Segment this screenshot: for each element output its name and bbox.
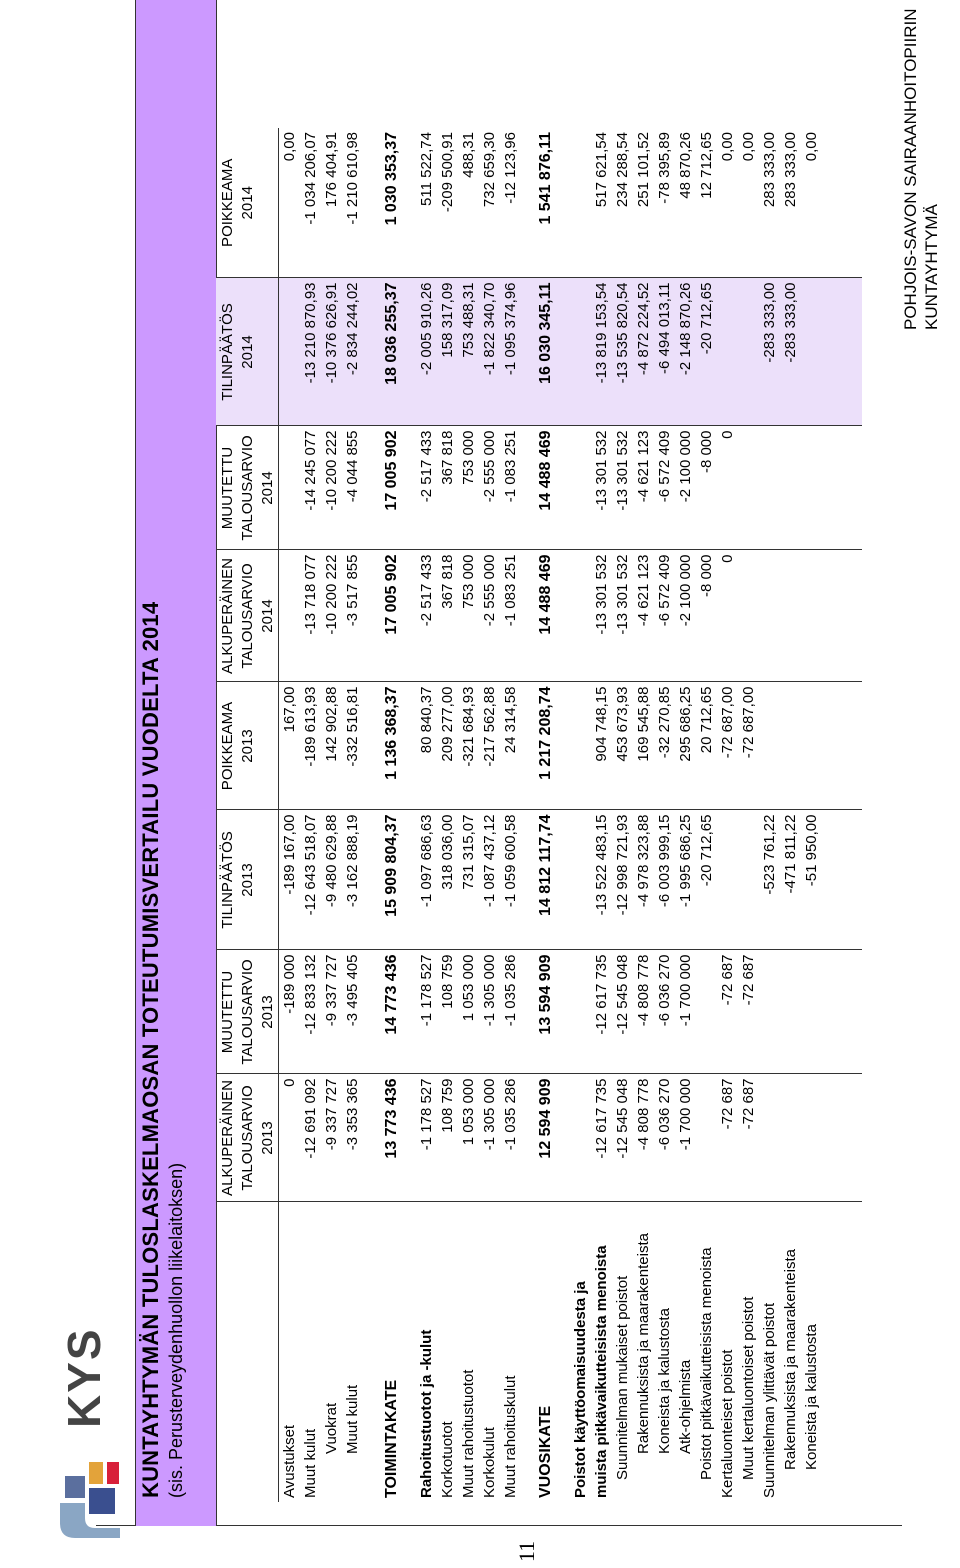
value-cell: 753 000 [458, 426, 479, 550]
value-cell [801, 278, 822, 426]
value-cell [738, 810, 759, 950]
value-cell [696, 950, 717, 1074]
value-cell: -12 617 735 [591, 950, 612, 1074]
column-header: ALKUPERÄINEN TALOUSARVIO 2014 [216, 550, 279, 682]
value-cell: 0,00 [738, 128, 759, 278]
value-cell: 209 277,00 [437, 682, 458, 810]
value-cell: -8 000 [696, 426, 717, 550]
value-cell: -12 545 048 [612, 1074, 633, 1202]
column-header: POIKKEAMA 2013 [216, 682, 279, 810]
table-row [321, 128, 342, 1502]
value-cell: -13 301 532 [612, 550, 633, 682]
value-cell: -2 517 433 [416, 550, 437, 682]
value-cell: 0 [279, 1074, 301, 1202]
value-cell: -4 808 778 [633, 1074, 654, 1202]
organization-name [900, 9, 942, 330]
value-cell: -12 123,96 [500, 128, 521, 278]
table-row [780, 128, 801, 1502]
value-cell: -189 167,00 [279, 810, 301, 950]
value-cell: -20 712,65 [696, 810, 717, 950]
row-label: Muut rahoituskulut [502, 1375, 519, 1498]
value-cell: 176 404,91 [321, 128, 342, 278]
value-cell: 511 522,74 [416, 128, 437, 278]
logo-text: KYS [58, 1327, 110, 1428]
row-label: Suunnitelman ylittävät poistot [761, 1302, 778, 1498]
value-cell [738, 278, 759, 426]
header-row [216, 128, 279, 1502]
filler-row [822, 128, 862, 1502]
value-cell: 753 000 [458, 550, 479, 682]
column-header: ALKUPERÄINEN TALOUSARVIO 2013 [216, 1074, 279, 1202]
value-cell: 0,00 [279, 128, 301, 278]
value-cell: -332 516,81 [342, 682, 363, 810]
value-cell: 753 488,31 [458, 278, 479, 426]
value-cell: -1 087 437,12 [479, 810, 500, 950]
value-cell: -2 005 910,26 [416, 278, 437, 426]
value-cell: -2 100 000 [675, 426, 696, 550]
value-cell: 488,31 [458, 128, 479, 278]
spacer-row [402, 128, 416, 1502]
row-label: Avustukset [281, 1424, 298, 1498]
value-cell: -10 376 626,91 [321, 278, 342, 426]
table-row [279, 128, 301, 1502]
table-row [696, 128, 717, 1502]
value-cell: 17 005 902 [381, 426, 402, 550]
value-cell: -3 517 855 [342, 550, 363, 682]
row-label: Muut kertaluontoiset poistot [740, 1296, 757, 1480]
value-cell: -1 995 686,25 [675, 810, 696, 950]
value-cell [759, 550, 780, 682]
value-cell: 318 036,00 [437, 810, 458, 950]
value-cell: -51 950,00 [801, 810, 822, 950]
value-cell [780, 426, 801, 550]
value-cell [570, 950, 591, 1074]
value-cell [570, 426, 591, 550]
value-cell: -2 148 870,26 [675, 278, 696, 426]
table-row [633, 128, 654, 1502]
row-label: Muut kulut [302, 1428, 319, 1498]
value-cell: -1 305 000 [479, 1074, 500, 1202]
value-cell: 1 053 000 [458, 950, 479, 1074]
value-cell: -72 687 [717, 950, 738, 1074]
value-cell: -1 305 000 [479, 950, 500, 1074]
value-cell: -4 621 123 [633, 550, 654, 682]
table-row [437, 128, 458, 1502]
value-cell: 167,00 [279, 682, 301, 810]
value-cell: 731 315,07 [458, 810, 479, 950]
value-cell: -1 035 286 [500, 1074, 521, 1202]
value-cell: -1 095 374,96 [500, 278, 521, 426]
value-cell: -13 301 532 [591, 426, 612, 550]
value-cell [801, 426, 822, 550]
value-cell: -20 712,65 [696, 278, 717, 426]
value-cell: -2 555 000 [479, 426, 500, 550]
value-cell: 12 594 909 [535, 1074, 556, 1202]
value-cell: -72 687,00 [717, 682, 738, 810]
table-row [717, 128, 738, 1502]
spacer-row [556, 128, 570, 1502]
value-cell: 1 030 353,37 [381, 128, 402, 278]
row-label: Koneista ja kalustosta [803, 1324, 820, 1470]
value-cell: -72 687,00 [738, 682, 759, 810]
value-cell: 0 [717, 426, 738, 550]
value-cell: -72 687 [738, 950, 759, 1074]
value-cell: -13 819 153,54 [591, 278, 612, 426]
value-cell: -12 998 721,93 [612, 810, 633, 950]
value-cell: 20 712,65 [696, 682, 717, 810]
value-cell [279, 278, 301, 426]
value-cell: -2 834 244,02 [342, 278, 363, 426]
value-cell [780, 682, 801, 810]
value-cell: -1 178 527 [416, 950, 437, 1074]
value-cell: 0,00 [801, 128, 822, 278]
value-cell: 80 840,37 [416, 682, 437, 810]
value-cell: -523 761,22 [759, 810, 780, 950]
row-label: Koneista ja kalustosta [656, 1308, 673, 1454]
value-cell: -6 572 409 [654, 426, 675, 550]
value-cell: -283 333,00 [759, 278, 780, 426]
value-cell [738, 426, 759, 550]
value-cell [801, 1074, 822, 1202]
value-cell: -9 337 727 [321, 950, 342, 1074]
value-cell: 14 488 469 [535, 550, 556, 682]
value-cell: -6 494 013,11 [654, 278, 675, 426]
row-label: Poistot pitkävaikutteisista menoista [698, 1247, 715, 1480]
value-cell [570, 810, 591, 950]
value-cell: 14 812 117,74 [535, 810, 556, 950]
value-cell: 14 488 469 [535, 426, 556, 550]
value-cell [801, 682, 822, 810]
value-cell: 158 317,09 [437, 278, 458, 426]
value-cell: -13 522 483,15 [591, 810, 612, 950]
value-cell [696, 1074, 717, 1202]
value-cell: -1 083 251 [500, 550, 521, 682]
table-row [342, 128, 363, 1502]
row-label: Muut rahoitustuotot [460, 1369, 477, 1498]
value-cell: -1 097 686,63 [416, 810, 437, 950]
value-cell: 367 818 [437, 426, 458, 550]
organization-line-1: POHJOIS-SAVON SAIRAANHOITOPIIRIN [901, 8, 920, 330]
table-row [591, 128, 612, 1502]
value-cell: -13 301 532 [612, 426, 633, 550]
value-cell: -189 000 [279, 950, 301, 1074]
value-cell: -8 000 [696, 550, 717, 682]
value-cell [279, 426, 301, 550]
row-label: Atk-ohjelmista [677, 1359, 694, 1454]
value-cell: 295 686,25 [675, 682, 696, 810]
table-row [675, 128, 696, 1502]
value-cell: 517 621,54 [591, 128, 612, 278]
organization-line-2: KUNTAYHTYMÄ [922, 204, 941, 330]
value-cell: 0 [717, 550, 738, 682]
value-cell: 14 773 436 [381, 950, 402, 1074]
value-cell [738, 550, 759, 682]
row-label: TOIMINTAKATE [383, 1379, 400, 1498]
column-header: TILINPÄÄTÖS 2013 [216, 810, 279, 950]
value-cell: -13 301 532 [591, 550, 612, 682]
value-cell: -209 500,91 [437, 128, 458, 278]
value-cell [759, 426, 780, 550]
row-label: Korkokulut [481, 1427, 498, 1498]
value-cell: -13 535 820,54 [612, 278, 633, 426]
value-cell: -9 480 629,88 [321, 810, 342, 950]
page-subtitle: (sis. Perusterveydenhuollon liikelaitoksen) [166, 1162, 186, 1498]
value-cell: -32 270,85 [654, 682, 675, 810]
page-title: KUNTAYHTYMÄN TULOSLASKELMAOSAN TOTEUTUMISVERTAILU VUODELTA 2014 [138, 601, 163, 1498]
value-cell: 1 136 368,37 [381, 682, 402, 810]
table-row [570, 128, 591, 1502]
table-row [612, 128, 633, 1502]
value-cell: -189 613,93 [300, 682, 321, 810]
row-label: Suunnitelman mukaiset poistot [614, 1275, 631, 1480]
value-cell: 24 314,58 [500, 682, 521, 810]
row-label: Korkotuotot [439, 1421, 456, 1498]
table-row [759, 128, 780, 1502]
row-label: Vuokrat [323, 1402, 340, 1454]
value-cell [780, 950, 801, 1074]
label-column-header [216, 1202, 279, 1502]
value-cell: -1 178 527 [416, 1074, 437, 1202]
value-cell: -1 700 000 [675, 1074, 696, 1202]
row-label: Rahoitustuotot ja -kulut [418, 1329, 435, 1498]
value-cell [801, 550, 822, 682]
value-cell: 0,00 [717, 128, 738, 278]
column-header: MUUTETTU TALOUSARVIO 2014 [216, 426, 279, 550]
value-cell: 453 673,93 [612, 682, 633, 810]
value-cell: 15 909 804,37 [381, 810, 402, 950]
table-row [458, 128, 479, 1502]
row-label: Rakennuksista ja maarakenteista [782, 1249, 799, 1470]
value-cell: 367 818 [437, 550, 458, 682]
value-cell [780, 1074, 801, 1202]
page-number: 11 [514, 1540, 539, 1562]
value-cell: -2 555 000 [479, 550, 500, 682]
value-cell: -4 621 123 [633, 426, 654, 550]
value-cell: -2 100 000 [675, 550, 696, 682]
row-label: muista pitkävaikutteisista menoista [593, 1245, 610, 1498]
value-cell: -3 495 405 [342, 950, 363, 1074]
value-cell: -13 210 870,93 [300, 278, 321, 426]
value-cell: -10 200 222 [321, 426, 342, 550]
table-row [500, 128, 521, 1502]
value-cell [570, 128, 591, 278]
value-cell: -6 572 409 [654, 550, 675, 682]
value-cell: -4 808 778 [633, 950, 654, 1074]
row-label: VUOSIKATE [537, 1405, 554, 1498]
row-label: Kertaluonteiset poistot [719, 1349, 736, 1498]
value-cell: 12 712,65 [696, 128, 717, 278]
value-cell: -6 036 270 [654, 1074, 675, 1202]
value-cell: -4 978 323,88 [633, 810, 654, 950]
row-label: Poistot käyttöomaisuudesta ja [572, 1281, 589, 1498]
value-cell [759, 1074, 780, 1202]
spacer-row [521, 128, 535, 1502]
value-cell: 142 902,88 [321, 682, 342, 810]
value-cell: -217 562,88 [479, 682, 500, 810]
table-row [381, 128, 402, 1502]
value-cell: -10 200 222 [321, 550, 342, 682]
value-cell: -4 872 224,52 [633, 278, 654, 426]
value-cell: -6 003 999,15 [654, 810, 675, 950]
value-cell: -1 035 286 [500, 950, 521, 1074]
value-cell: 732 659,30 [479, 128, 500, 278]
row-label: Rakennuksista ja maarakenteista [635, 1233, 652, 1454]
value-cell: 16 030 345,11 [535, 278, 556, 426]
value-cell [717, 278, 738, 426]
table-row [801, 128, 822, 1502]
column-header: POIKKEAMA 2014 [216, 128, 279, 278]
column-header: MUUTETTU TALOUSARVIO 2013 [216, 950, 279, 1074]
value-cell: 283 333,00 [759, 128, 780, 278]
value-cell: -1 034 206,07 [300, 128, 321, 278]
value-cell: -13 718 077 [300, 550, 321, 682]
table-row [535, 128, 556, 1502]
table-row [300, 128, 321, 1502]
value-cell: -12 691 092 [300, 1074, 321, 1202]
value-cell [717, 810, 738, 950]
value-cell: 234 288,54 [612, 128, 633, 278]
value-cell [570, 550, 591, 682]
table-row [654, 128, 675, 1502]
value-cell: -14 245 077 [300, 426, 321, 550]
value-cell: -12 545 048 [612, 950, 633, 1074]
value-cell: -72 687 [717, 1074, 738, 1202]
value-cell: -3 162 888,19 [342, 810, 363, 950]
value-cell: -4 044 855 [342, 426, 363, 550]
value-cell: -1 822 340,70 [479, 278, 500, 426]
value-cell [570, 278, 591, 426]
value-cell: 17 005 902 [381, 550, 402, 682]
value-cell: -1 700 000 [675, 950, 696, 1074]
value-cell: 18 036 255,37 [381, 278, 402, 426]
value-cell: -1 083 251 [500, 426, 521, 550]
income-statement-table [216, 128, 862, 1502]
value-cell [279, 550, 301, 682]
value-cell [759, 950, 780, 1074]
value-cell: -321 684,93 [458, 682, 479, 810]
value-cell: 1 053 000 [458, 1074, 479, 1202]
value-cell: 251 101,52 [633, 128, 654, 278]
value-cell: 169 545,88 [633, 682, 654, 810]
value-cell: 108 759 [437, 950, 458, 1074]
value-cell: -1 210 610,98 [342, 128, 363, 278]
value-cell: -78 395,89 [654, 128, 675, 278]
value-cell: -9 337 727 [321, 1074, 342, 1202]
column-header: TILINPÄÄTÖS 2014 [216, 278, 279, 426]
value-cell: -3 353 365 [342, 1074, 363, 1202]
value-cell: 1 541 876,11 [535, 128, 556, 278]
value-cell: 13 594 909 [535, 950, 556, 1074]
value-cell: -471 811,22 [780, 810, 801, 950]
value-cell: 1 217 208,74 [535, 682, 556, 810]
value-cell: -283 333,00 [780, 278, 801, 426]
value-cell: -12 617 735 [591, 1074, 612, 1202]
value-cell [570, 682, 591, 810]
spacer-row [363, 128, 381, 1502]
value-cell: 48 870,26 [675, 128, 696, 278]
value-cell [780, 550, 801, 682]
value-cell: -6 036 270 [654, 950, 675, 1074]
value-cell: -2 517 433 [416, 426, 437, 550]
value-cell: -12 833 132 [300, 950, 321, 1074]
value-cell: -1 059 600,58 [500, 810, 521, 950]
value-cell: -12 643 518,07 [300, 810, 321, 950]
table-row [738, 128, 759, 1502]
table-row [479, 128, 500, 1502]
value-cell: 283 333,00 [780, 128, 801, 278]
row-label: Muut kulut [344, 1384, 361, 1454]
value-cell: 108 759 [437, 1074, 458, 1202]
table-row [416, 128, 437, 1502]
value-cell [801, 950, 822, 1074]
value-cell [570, 1074, 591, 1202]
value-cell: 13 773 436 [381, 1074, 402, 1202]
value-cell: -72 687 [738, 1074, 759, 1202]
value-cell [759, 682, 780, 810]
value-cell: 904 748,15 [591, 682, 612, 810]
